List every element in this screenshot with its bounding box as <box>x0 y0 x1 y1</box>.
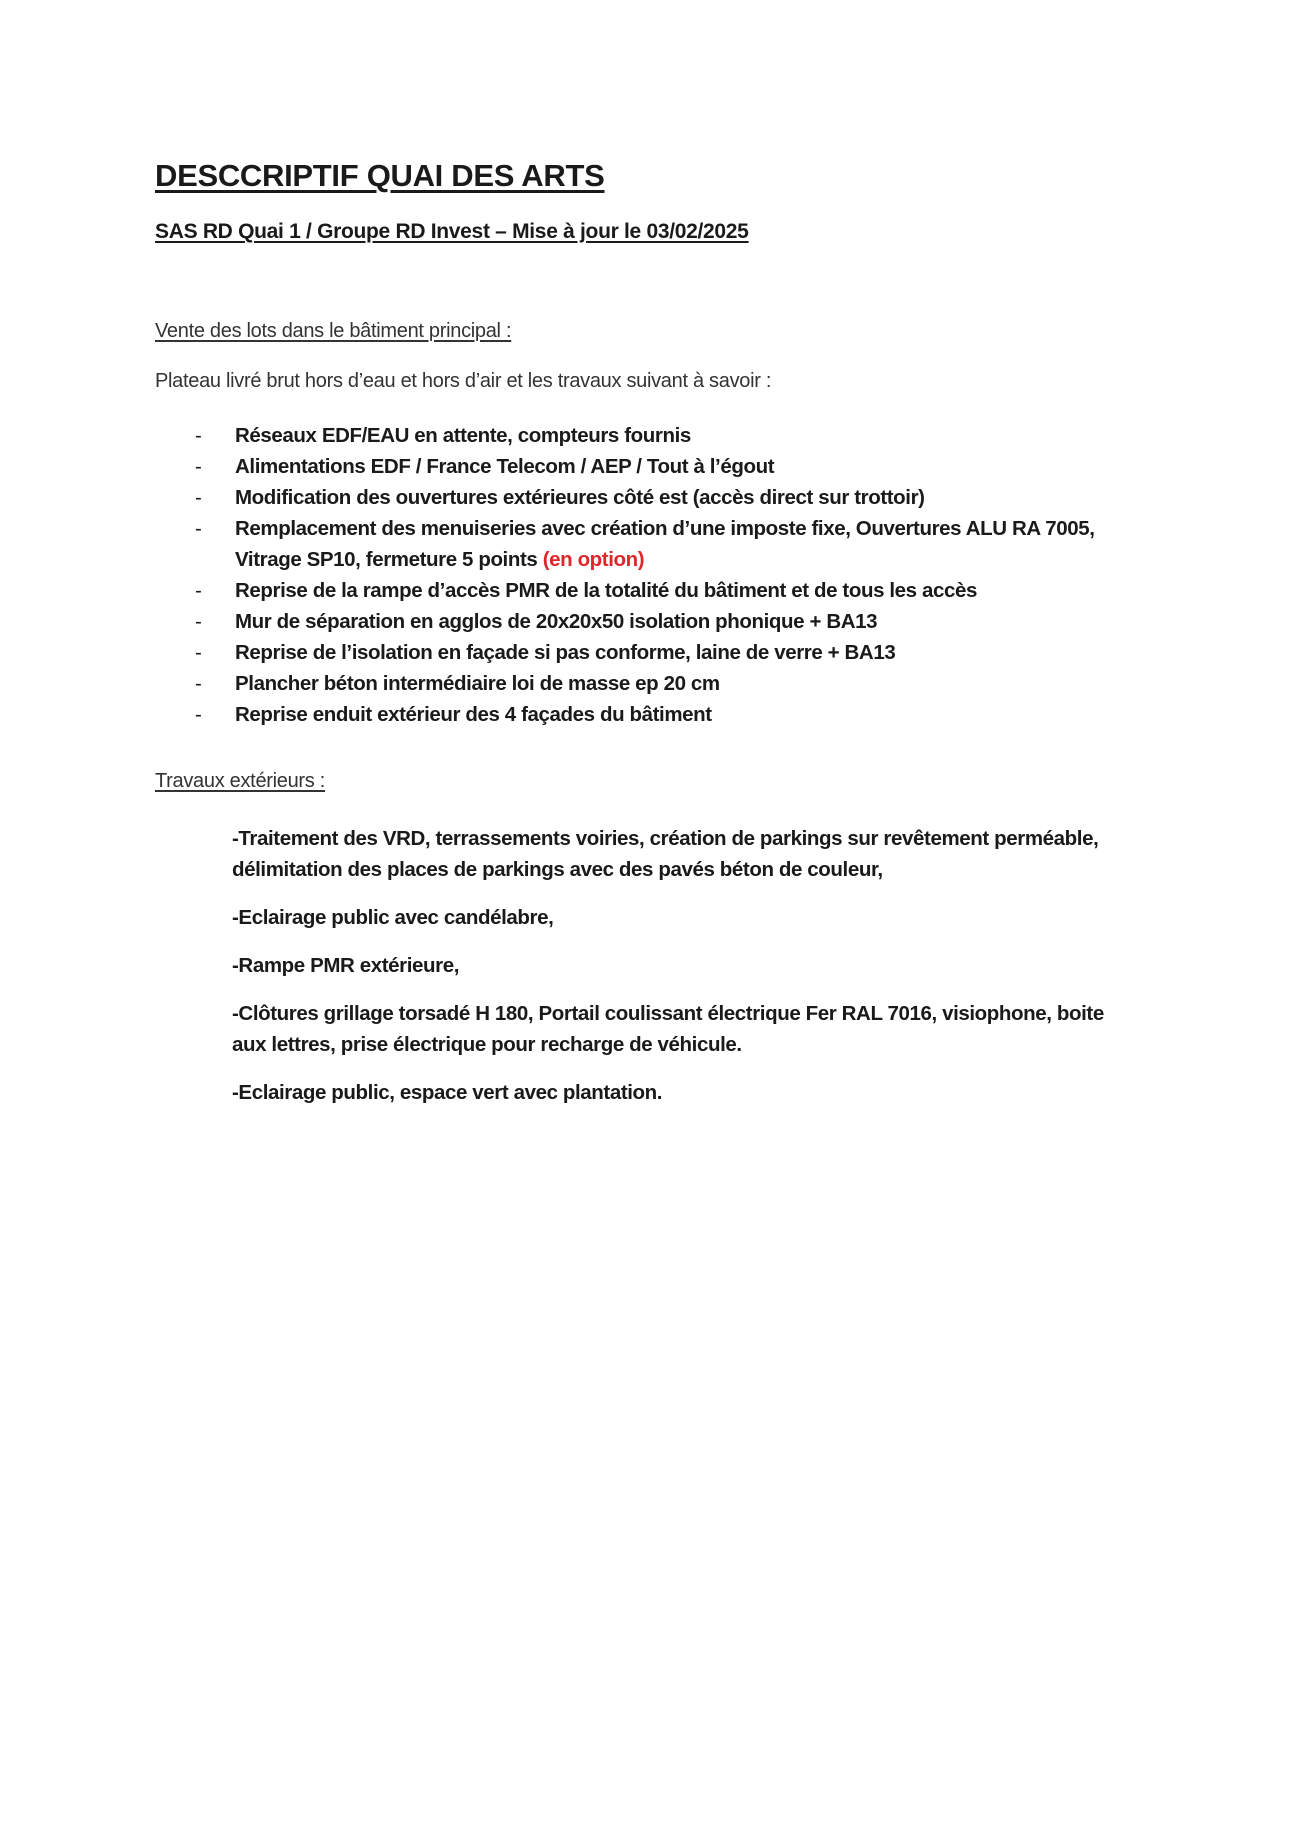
bullet-dash: - <box>195 455 202 478</box>
list-item <box>155 513 1155 575</box>
list-item-text: Mur de séparation en agglos de 20x20x50 isolation phonique + BA13 <box>235 610 878 633</box>
bullet-dash: - <box>195 672 202 695</box>
exterior-item: -Eclairage public, espace vert avec plantation. <box>232 1081 663 1104</box>
list-item <box>155 637 1155 668</box>
exterior-works-list <box>232 823 1132 1125</box>
section-heading-exterior: Travaux extérieurs : <box>155 770 325 792</box>
list-item-text: Réseaux EDF/EAU en attente, compteurs fournis <box>235 424 691 447</box>
section-intro: Plateau livré brut hors d’eau et hors d’air et les travaux suivant à savoir : <box>155 370 772 392</box>
list-item-text: Alimentations EDF / France Telecom / AEP / Tout à l’égout <box>235 455 775 478</box>
list-item <box>155 451 1155 482</box>
bullet-dash: - <box>195 703 202 726</box>
bullet-dash: - <box>195 579 202 602</box>
exterior-item: -Eclairage public avec candélabre, <box>232 906 554 929</box>
bullet-dash: - <box>195 517 202 540</box>
list-item-text: Reprise enduit extérieur des 4 façades du bâtiment <box>235 703 712 726</box>
list-item <box>155 482 1155 513</box>
option-note: (en option) <box>542 548 645 571</box>
works-list <box>155 420 1155 730</box>
bullet-dash: - <box>195 610 202 633</box>
list-item <box>155 420 1155 451</box>
list-item-text: Reprise de la rampe d’accès PMR de la totalité du bâtiment et de tous les accès <box>235 579 977 602</box>
bullet-dash: - <box>195 424 202 447</box>
list-item-text: Modification des ouvertures extérieures côté est (accès direct sur trottoir) <box>235 486 925 509</box>
list-item <box>155 668 1155 699</box>
list-item <box>155 606 1155 637</box>
list-item-text: Plancher béton intermédiaire loi de masse ep 20 cm <box>235 672 720 695</box>
bullet-dash: - <box>195 486 202 509</box>
exterior-item: -Rampe PMR extérieure, <box>232 954 460 977</box>
exterior-item: -Clôtures grillage torsadé H 180, Portail coulissant électrique Fer RAL 7016, visiophone, boite aux lettres, prise électrique pour recharge de véhicule. <box>232 1002 1104 1056</box>
section-heading-lots: Vente des lots dans le bâtiment principal : <box>155 320 512 342</box>
document-subtitle: SAS RD Quai 1 / Groupe RD Invest – Mise à jour le 03/02/2025 <box>155 220 749 243</box>
list-item <box>155 575 1155 606</box>
bullet-dash: - <box>195 641 202 664</box>
exterior-item: -Traitement des VRD, terrassements voiries, création de parkings sur revêtement perméable, délimitation des places de parkings avec des pavés béton de couleur, <box>232 827 1099 881</box>
document-title: DESCCRIPTIF QUAI DES ARTS <box>155 158 605 193</box>
list-item <box>155 699 1155 730</box>
list-item-text: Reprise de l’isolation en façade si pas conforme, laine de verre + BA13 <box>235 641 896 664</box>
list-item-text: Remplacement des menuiseries avec création d’une imposte fixe, Ouvertures ALU RA 7005, Vitrage SP10, fermeture 5 points <box>235 517 1095 571</box>
